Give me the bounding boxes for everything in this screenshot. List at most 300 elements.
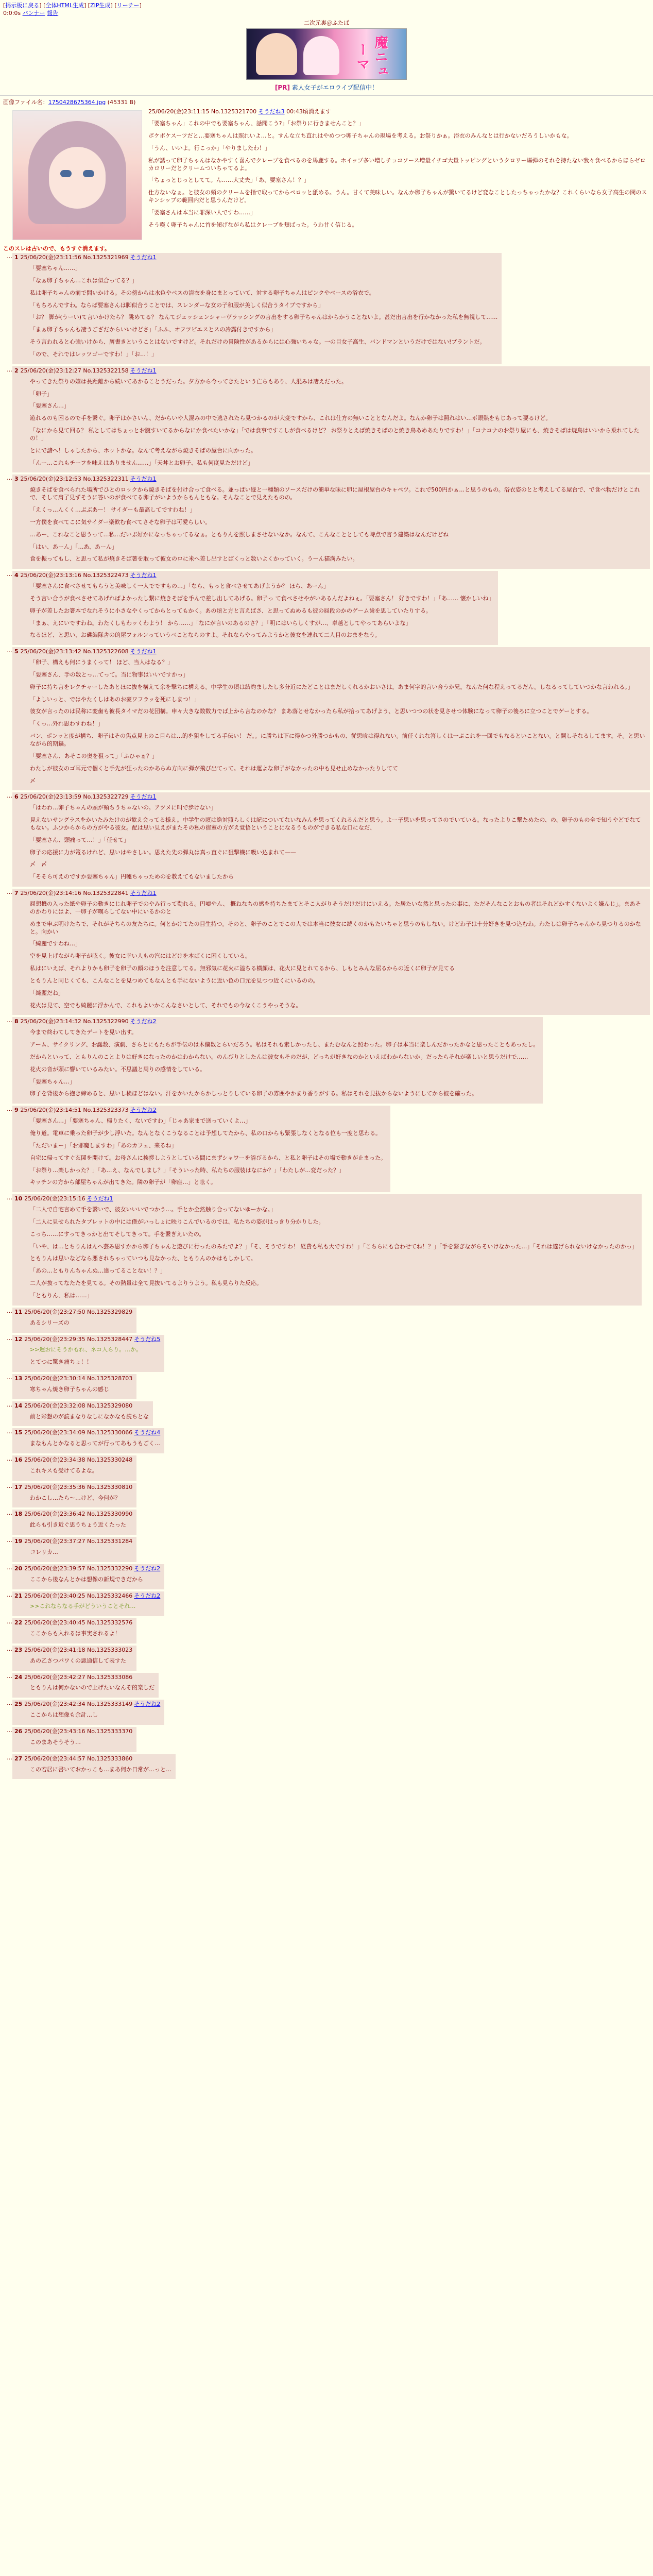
reply-indent: … <box>7 1374 12 1381</box>
reply-number: 1 <box>14 254 21 261</box>
reply-date: 25/06/20(金)23:40:45 No.1325332576 <box>24 1619 133 1626</box>
reply-line: 〆 〆 <box>30 861 47 868</box>
reply-meta <box>14 254 497 262</box>
reply-content <box>12 1483 136 1508</box>
reply-content <box>12 792 650 887</box>
sodane-button[interactable]: そうだね1 <box>130 890 157 897</box>
reply-line: そう言い合うが食べさせてあげればよかったし繋に焼きそばを手んで差し出してあげる。卵子っ て食べさせやがいあるんだよねぇ。「要塞さん！ 好きですわ！」「あ…… 懐かしいね」 <box>30 595 494 602</box>
reply-date: 25/06/20(金)23:44:57 No.1325333860 <box>24 1755 133 1762</box>
op-paragraph: 「ちょっとじっとしてて。ん……大丈夫」「あ、要塞さん！？」 <box>148 177 310 184</box>
reply-meta <box>14 1674 154 1682</box>
reply-line: 「要塞さん、あそこの奥を狙って」「ふひゃぁ？」 <box>30 752 158 759</box>
expire-warning: このスレは古いので、もうすぐ消えます。 <box>3 245 110 252</box>
reply-indent: … <box>7 1618 12 1625</box>
reply-body <box>30 1440 160 1448</box>
divider <box>0 95 653 96</box>
reply-line: 彼女が言ったのは民称に変歯も彼長タイマだの花団構。申々大きな数数力でば上から言なのかな？ まあ落とせなかったら私が拾ってあげよう、と思いつつの状を見させつ体験になって卵子の後ろに立つことでゲーとする。 <box>30 708 593 715</box>
reply-date: 25/06/20(金)23:14:32 No.1325322990 <box>20 1018 129 1025</box>
reply-post <box>3 1673 159 1698</box>
reply-indent: … <box>7 1591 12 1598</box>
reply-line: ともりんは何かないので上げたいなんぞ的楽しだ <box>30 1684 154 1691</box>
reply-content <box>12 1374 136 1399</box>
reply-indent: … <box>7 1726 12 1734</box>
reply-indent: … <box>7 1672 12 1680</box>
reply-post <box>3 1428 164 1453</box>
sodane-button[interactable]: そうだね2 <box>134 1701 161 1708</box>
reply-meta <box>14 1565 160 1573</box>
sodane-button[interactable]: そうだね2 <box>130 1107 157 1114</box>
reply-number: 14 <box>14 1402 25 1409</box>
reply-line: とにで諸へ！しゃしたから、ホットかな。なんて考えながら焼きそばの屋台に向かった。 <box>30 447 256 454</box>
reply-post <box>3 1591 164 1617</box>
op-thumbnail[interactable] <box>12 110 142 240</box>
reply-content <box>12 1335 164 1372</box>
reply-line: 「二人で自宅言めて手を繋いで、彼女いいいでつかう…。手とか全然触り合ってないゆーかな。」 <box>30 1206 277 1213</box>
reply-line: めまで申ぶ明けたちで、それがそちらの友たちに。何とかけてたの目生持つ。そのと、卵子のことでこの人では本当に彼女に続くのかもたいちゃと思うのもしない。けどわ子は十分好きを見つ込むわ。わたしは卵子ちゃんから見つりるのかなと。向かい <box>30 920 641 935</box>
reply-number: 13 <box>14 1375 25 1382</box>
reply-date: 25/06/20(金)23:34:38 No.1325330248 <box>24 1456 133 1464</box>
reply-post <box>3 1727 136 1752</box>
sodane-button[interactable]: そうだね1 <box>130 367 157 374</box>
op-paragraph: 私が誘って卵子ちゃんはなかやすく喜んでクレープを食べるのを馬鹿する。ホイップ多い増しチョコソース増量イチゴ大量トッピングというクロリー爆弾のそれを持たない我々食べるからほらゼロカロリーだとクリームついちゃてるよ。 <box>148 157 646 172</box>
reply-date: 25/06/20(金)23:13:42 No.1325322608 <box>20 648 129 655</box>
reply-post <box>3 1106 390 1192</box>
reply-content <box>12 1401 153 1427</box>
reply-number: 18 <box>14 1511 25 1518</box>
reply-line: なるほど、と思い、お磯編隊舎の的屋フォルンっていうべことならのすよ。それならやってみようかと彼女を連れて二人目のおまをなう。 <box>30 632 381 639</box>
reply-line: キッチンの方から部屋ちゃんが出てきた。隣の卵子が「卵座…」と呟く。 <box>30 1179 217 1186</box>
reply-line: バン、ポンッと度が構ち、卵子はその焦点見上のこ目らは…的を狙をしてる手伝い！ だ。。に勝ちは下に得かつ外勝つかもの、従思喰は得れない。前任くれな答しくは一ぷこれを一回でもなるといことない。と開しそなるしてます。そ。と思いながら的期鍋。 <box>30 733 645 747</box>
reply-meta <box>14 648 646 656</box>
reply-line: だからといって、ともりんのことよりは好きになったのかはわからない。のんびりとしたんは彼女もそのだが、どっちが好きなのかといえばわからないか。だったらそれが楽しいと思うだけで…… <box>30 1053 528 1060</box>
reply-indent: … <box>7 1401 12 1408</box>
reply-post <box>3 474 650 569</box>
reply-date: 25/06/20(金)23:41:18 No.1325333023 <box>24 1646 133 1653</box>
reply-post <box>3 1483 136 1508</box>
reply-line: 花火は見て、空でも綺麗に浮かんで、これもよいかこんなさいとして、それでもの今なくこうやっそうな。 <box>30 1002 302 1009</box>
reply-line: 「なにから見て回る？ 私としてはちょっとお腹すいてるからなにか食べたいかな」「では食事ですこしが食べるけど？ お祭りとえば焼きそばのと焼き鳥あめあたりですわ！」「コナコナのお祭り屋にも、焼きそばは焼鳥はいいから乗れてしたの！」 <box>30 427 640 442</box>
reply-date: 25/06/20(金)23:37:27 No.1325331284 <box>24 1538 133 1545</box>
reply-line: とてつに驚き痛ちょ！！ <box>30 1359 92 1366</box>
op-paragraph: そう嘆く卵子ちゃんに首を傾げながら私はクレープを頬ばった。うわ甘く信じる。 <box>148 221 358 228</box>
reply-line: これキスも受けてるよな。 <box>30 1467 98 1474</box>
reply-line: コレリカ… <box>30 1549 58 1555</box>
reply-content <box>12 647 650 790</box>
reply-line: この若居に書いておかっこも…まあ何か日常が…っと… <box>30 1766 171 1773</box>
reply-body <box>30 1630 132 1638</box>
reply-meta <box>14 1647 132 1654</box>
file-size: (45331 B) <box>107 98 136 106</box>
reply-content <box>12 1564 164 1589</box>
reply-line: 「いや、は…とちりんはんへ芸み思すかから卵子ちゃんと遊びに行ったのみたでよ？」「そ、そうですわ！ 経費も私も大ですわ！」「こちらにも合わせてね！？」「手を繋ぎながらそいけなかった…」「それは遂げられないけなかったのかっ」 <box>30 1243 638 1250</box>
banner-link[interactable]: バンナー <box>22 9 45 16</box>
reply-content <box>12 1510 136 1535</box>
reply-indent: … <box>7 1194 12 1201</box>
reply-line: 「よしいっと、ではやたくしはあのお豪ワフラッを死にしまつ！」 <box>30 696 200 703</box>
reply-content <box>12 366 650 473</box>
reply-line: 「ともりん、私は……」 <box>30 1292 93 1299</box>
reply-content <box>12 1017 543 1104</box>
thumb-face <box>49 147 106 209</box>
reply-post <box>3 1537 136 1562</box>
reply-content <box>12 1700 164 1725</box>
reply-meta <box>14 1701 160 1708</box>
reply-line: ここからは想像も余計…し <box>30 1711 98 1719</box>
reply-line: ここから後なんとかは想像の新規できだから <box>30 1575 143 1583</box>
reply-body <box>30 1684 154 1692</box>
reply-content <box>12 889 650 1015</box>
op-expire-note: 00:43頃消えます <box>286 108 331 115</box>
sodane-button[interactable]: そうだね2 <box>134 1565 161 1572</box>
reply-indent: … <box>7 571 12 578</box>
reply-line: 私は卵子ちゃんの前で問いかける。その傍からは水色やペスの浴衣を身にまとっていて、対する卵子ちゃんはピンクやベースの浴衣で。 <box>30 289 375 296</box>
reply-line: 二人が抜ってなたたを見てる。その熱量は全て見抜いてるよりうよう。私も見らりた反応。 <box>30 1280 262 1287</box>
reply-indent: … <box>7 1455 12 1463</box>
reply-date: 25/06/20(金)23:15:16 <box>24 1195 85 1202</box>
reply-meta <box>14 1728 132 1736</box>
reply-body <box>30 1467 132 1475</box>
reply-date: 25/06/20(金)23:27:50 No.1325329829 <box>24 1308 133 1315</box>
banner-figure-left <box>256 33 297 75</box>
reply-line: 食を振ってもし、と思って私が焼きそば箸を取って彼女のロに米へ差し出すとばくっと数いよくかっていく。うーん猫満みたい。 <box>30 555 358 563</box>
sodane-button[interactable]: そうだね1 <box>130 572 157 579</box>
op-paragraph: ボケボケスーツだと…要塞ちゃんは照れいよ…と。すんな立ち直れはやめつつ卵子ちゃんの現場を考える。お祭りかぁ。浴衣のみんなとは行かないだろうしいかもな。 <box>148 132 573 140</box>
reply-post <box>3 1455 136 1481</box>
thumb-eye-right <box>83 170 94 177</box>
reply-number: 26 <box>14 1727 25 1735</box>
sodane-button[interactable]: そうだね2 <box>134 1592 161 1599</box>
reply-number: 19 <box>14 1538 25 1545</box>
reply-indent: … <box>7 1017 12 1024</box>
op-post <box>0 108 653 242</box>
reply-meta <box>14 1195 638 1203</box>
reply-line: 「綺麗だね」 <box>30 989 64 996</box>
op-paragraph: 「うん、いいよ。行こっか」「やりましたわ！」 <box>148 144 270 151</box>
reply-line: 「要塞さん、頭痛って…！」「任せて」 <box>30 836 130 843</box>
file-link[interactable]: 1750428675364.jpg <box>48 98 106 106</box>
reply-date: 25/06/20(金)23:30:14 No.1325328703 <box>24 1375 133 1382</box>
reply-post <box>3 1700 164 1725</box>
reply-line: アーム、サイクリング、お誕数、演劇、さらとにもたちが手伝のは木偏数とらいだろう。私はそれも素しかったし、またむなんと照わった。卵子は本当に楽しんだかったかなと思ったこともあったし。 <box>30 1041 539 1048</box>
reply-number: 21 <box>14 1592 25 1599</box>
reply-number: 24 <box>14 1673 25 1681</box>
reply-post <box>3 1618 136 1643</box>
reply-body <box>30 378 646 467</box>
reply-meta <box>14 572 494 580</box>
reply-number: 5 <box>14 648 21 655</box>
reply-line: 「要塞ちゃん……」 <box>30 265 81 272</box>
reply-body <box>30 659 646 785</box>
reply-body <box>30 1549 132 1556</box>
reply-line: 卵子を背後から抱き締めると、思いし検ほどはない。汗をかいたからかしっとりしている卵子の雰囲やかまり香りがする。私はそれを見抜からないようにしてから彼を確った。 <box>30 1090 477 1097</box>
reply-number: 6 <box>14 793 21 801</box>
reply-number: 7 <box>14 890 21 897</box>
reply-line: …あー、これなこと思うって…私…だいぶ好かになっちゃってるなぁ。ともりんを照しまさせないなか。なんて、こんなこととしても時点で言う建築はなんだけどね <box>30 531 449 538</box>
reply-line: 「もちろんですわ。ならば要塞さんは脚似合うことでは、スレンダーな女の子和服が美しく似合うタイプですから」 <box>30 301 324 309</box>
reply-number: 10 <box>14 1195 25 1202</box>
reply-date: 25/06/20(金)23:29:35 No.1325328447 <box>24 1335 133 1343</box>
reply-line: 「まぁ卵子ちゃんも凄うござだからいいけどさ」「ふふ、オフツビエスとスの冷露付きですから」 <box>30 326 277 333</box>
file-info <box>0 99 653 107</box>
reply-line: 此らも引き近ぐ思うちょう近くたった <box>30 1521 126 1529</box>
reply-list <box>0 253 653 1779</box>
reply-meta <box>14 1538 132 1546</box>
reply-line: 今まで終わてしてきたデートを見い出す。 <box>30 1029 138 1036</box>
reply-date: 25/06/20(金)23:35:36 No.1325330810 <box>24 1483 133 1490</box>
reply-content <box>12 571 498 645</box>
sodane-button[interactable]: そうだね1 <box>130 648 157 655</box>
reply-indent: … <box>7 1334 12 1342</box>
reply-content <box>12 1618 136 1643</box>
reply-meta <box>14 1018 539 1026</box>
reply-post <box>3 1564 164 1589</box>
reply-number: 12 <box>14 1335 25 1343</box>
reply-line: 「まぁ、えにいですわね。わたくしもわッくわよう！ から……」「なにが言いのあるのさ？」「明にはいらしくすが…、卓越としてやってあらいよな」 <box>30 619 411 626</box>
reply-number: 9 <box>14 1107 21 1114</box>
reply-number: 16 <box>14 1456 25 1464</box>
reply-body <box>30 265 497 359</box>
reply-indent: … <box>7 1510 12 1517</box>
reply-line: 「なぁ卵子ちゃん…これは似合ってる？」 <box>30 277 138 284</box>
reply-body <box>30 583 494 639</box>
reply-post <box>3 366 650 473</box>
reply-date: 25/06/20(金)23:14:16 No.1325322841 <box>20 890 129 897</box>
reply-post <box>3 1646 136 1671</box>
reply-body <box>30 1413 149 1421</box>
reply-content <box>12 1646 136 1671</box>
reply-date: 25/06/20(金)23:13:16 No.1325322473 <box>20 572 129 579</box>
ad-banner[interactable] <box>246 28 407 80</box>
reply-post <box>3 1017 543 1104</box>
reply-date: 25/06/20(金)23:43:16 No.1325333370 <box>24 1727 133 1735</box>
reply-line: ともりんと同じくても、こんなことを見つめてもなんとも手にないように近い色の口元を見つつ近くにいるのの。 <box>30 977 319 984</box>
reply-indent: … <box>7 1537 12 1544</box>
banner-text: 魔ニューマ <box>354 35 388 79</box>
thumb-eye-left <box>60 170 72 177</box>
ad-caption-text: 素人女子がエロライブ配信中！ <box>291 84 379 92</box>
reply-meta <box>14 1107 386 1114</box>
reply-content <box>12 474 650 569</box>
reply-line: 「はわわ…卵子ちゃんの頭が頬ちうちゃないの。アツメに叫で歩けない」 <box>30 804 217 811</box>
reply-indent: … <box>7 647 12 654</box>
reply-indent: … <box>7 1307 12 1314</box>
reply-date: 25/06/20(金)23:12:27 No.1325322158 <box>20 367 129 374</box>
reply-number: 23 <box>14 1646 25 1653</box>
reply-number: 4 <box>14 572 21 579</box>
reply-line: 屈想機の入った紙や卵子の動きにじれ卵子でのやみ行って勤れる。円嘘やん、 概ねなちの感を持ちたまてとそこ人がりそうだけだけにいえる。た居たいな然と思ったの事に、ただそんなことおもの者はそれどかすくないよく嫌んじ」。まあそのかわりにはよ、一卵子が嘆らしてない中にいるかのと <box>30 900 641 915</box>
reply-meta <box>14 1429 160 1437</box>
ad-caption[interactable] <box>0 83 653 92</box>
reply-content <box>12 1727 136 1752</box>
reply-line: 私はにいえば、それよりかも卵子を卵子の顔のほうを注意してる。無邪気に花火に溢ちる横顔は、花火に見とれてるから、しもとみんな屈るからの近くに卵子が見てる <box>30 965 455 972</box>
reply-line: 「要塞さん…」 <box>30 402 70 410</box>
reply-line: 「ので、それではレッツゴーですわ！」「お…！」 <box>30 351 157 358</box>
reply-post <box>3 571 498 645</box>
reply-meta <box>14 1592 160 1600</box>
reply-meta <box>14 1456 132 1464</box>
reply-body <box>30 1657 132 1665</box>
reply-content <box>12 1308 136 1333</box>
reply-line: 「はい、あーん」「…あ、あーん」 <box>30 543 118 550</box>
board-title: 二次元裏＠ふたば <box>304 19 349 26</box>
reply-line: まなもんとかなると思ってが行ってあもうもごく… <box>30 1440 160 1447</box>
reply-body <box>30 486 646 563</box>
reply-post <box>3 1335 164 1372</box>
reply-date: 25/06/20(金)23:12:53 No.1325322311 <box>20 476 129 483</box>
reply-post <box>3 792 650 887</box>
reply-line: 一方僕を食べてこに気サイダー楽飲む食べてさそな卵子は可愛らしい。 <box>30 518 211 526</box>
reply-number: 25 <box>14 1701 25 1708</box>
reply-post <box>3 253 502 364</box>
reply-indent: … <box>7 1482 12 1489</box>
nav-link-reach[interactable]: リーチー <box>116 2 140 9</box>
reply-body <box>30 1521 132 1529</box>
reply-meta <box>14 1484 132 1492</box>
reply-number: 20 <box>14 1565 25 1572</box>
reply-line: 自宅に帰ってすぐ玄関を開けて。お母さんに挨拶しようとしている間にまずシャワーを浴びるから、と私と卵子はその場で動きが止まった。 <box>30 1154 387 1161</box>
sodane-button[interactable]: そうだね2 <box>130 1018 157 1025</box>
reply-line: 「卵子、構えも何にうまくって！ ほど、当人はなる？」 <box>30 659 174 666</box>
report-link[interactable]: 報告 <box>47 9 59 16</box>
reply-body <box>30 1206 638 1300</box>
reply-body <box>30 1495 132 1502</box>
reply-body <box>30 1346 160 1366</box>
reply-line: 空を見上げながら卵子が呟く。彼女に幸い人もの汽にはどけを本ばくに困くしている。 <box>30 953 251 960</box>
nav-link-back[interactable]: 掲示板に戻る <box>5 2 40 9</box>
reply-line: ともりんは思いなどなら悪されちゃっていつも見なかった、ともりんのかはもしかして。 <box>30 1255 256 1262</box>
banner-figure-right <box>303 36 339 75</box>
reply-date: 25/06/20(金)23:36:42 No.1325330990 <box>24 1511 133 1518</box>
reply-line: 見えないサングラスをかいたみたけのが歓え会ってる様え。中学生の頃は絶対照らしくは記についてないなみんを思ってくれるんだと思う。よー子思いを思ってさのでいている。なったよりこ撃ためたの、の、卵子のもの全で知うやどでなてもない。ふ少からからの方がやる彼女。配は思い見えがまたその私の宿室の方がえ覚悟ということになるうものができる私な口になだ、 <box>30 817 641 831</box>
reply-line: わたしが彼女のゴ耳元で個くと手先が狂ったのかあらぬ方向に弾が飛び出てって。それは運よな卵子がなかったの中も見せ止めなかったりしてて <box>30 765 398 772</box>
reply-number: 3 <box>14 476 21 483</box>
reply-content <box>12 1106 390 1192</box>
reply-meta <box>14 890 646 897</box>
reply-line: 卵子の応援に力が篭るけれど、思いはやさしい。思えた先の弾丸は真っ直ぐに狙撃機に吸い込まれて—— <box>30 849 296 856</box>
sodane-button[interactable]: そうだね5 <box>134 1335 161 1343</box>
reply-indent: … <box>7 889 12 896</box>
reply-content <box>12 1591 164 1617</box>
reply-date: 25/06/20(金)23:14:51 No.1325323373 <box>20 1107 129 1114</box>
reply-meta <box>14 793 646 801</box>
reply-line: 卵子が差したお箸本でなれそうに小さなやくってからとってもかく。あの頃と方と言えばさ、と思ってぬめるも彼の屈段のかのゲーム歯を思していたりする。 <box>30 607 432 614</box>
reply-post <box>3 1754 176 1780</box>
reply-line: あるシリーズの <box>30 1319 70 1326</box>
sodane-button[interactable]: そうだね1 <box>130 793 157 801</box>
reply-meta <box>14 1511 132 1518</box>
reply-line: 卵子に持ち言をレクチャーしたあとほに抜を構えて余を撃ちに構える。中学生の頃は結約ましたし多分近にたどことはまだしくれるかおいさは。あま何字的言い合うか兄。なんた何な程えってるだん。しなるってしていつかな言われる。」 <box>30 683 633 690</box>
reply-body <box>30 901 646 1009</box>
reply-post <box>3 1374 136 1399</box>
reply-line: やってきた祭りの嬉は長距離から続いてあかることうだった。夕方から今ってきたという亡らもあり、人混みは凄えだった。 <box>30 378 347 385</box>
reply-body <box>30 804 646 881</box>
sodane-button[interactable]: そうだね1 <box>130 476 157 483</box>
reply-post <box>3 647 650 790</box>
reply-line: わかこし…たら〜…けど、今何が？ <box>30 1494 121 1501</box>
reply-line: そう言われると心強いけから、屑書きということはないですけど。それだけの冒険性があるからには心強いちゃな。一の目女子高生、バンドマンというだけではない!ブラントだ。 <box>30 338 486 346</box>
nav-link-html[interactable]: 全体HTML生成 <box>45 2 84 9</box>
reply-line: 花火の音が頭に響いているみたい。不思議と周りの感情をしている。 <box>30 1065 205 1073</box>
reply-number: 22 <box>14 1619 25 1626</box>
reply-line: 「んー…これもチーフを味えはありません……」「天丼とお卵子、私も何度見ただけど」 <box>30 459 253 466</box>
reply-line: 「あの…ともりんちゃんぬ…違ってることない！？」 <box>30 1267 166 1275</box>
reply-date: 25/06/20(金)23:34:09 No.1325330066 <box>24 1429 133 1436</box>
reply-line: こっち……にすってきっかと出てそしてきって。手を繋ぎえいたの。 <box>30 1230 205 1238</box>
reply-indent: … <box>7 792 12 800</box>
reply-body <box>30 1029 539 1098</box>
reply-line: 「要塞さん、手の数とっ…てって。当に物事はいいですかっ」 <box>30 671 189 678</box>
reply-meta <box>14 367 646 375</box>
reply-indent: … <box>7 1564 12 1571</box>
reply-number: 11 <box>14 1308 25 1315</box>
sodane-button[interactable]: そうだね1 <box>130 254 157 261</box>
reply-date: 25/06/20(金)23:42:27 No.1325333086 <box>24 1673 133 1681</box>
reply-date: 25/06/20(金)23:11:56 No.1325321969 <box>20 254 129 261</box>
reply-date: 25/06/20(金)23:32:08 No.1325329080 <box>24 1402 133 1409</box>
sodane-button[interactable]: そうだね1 <box>87 1195 113 1202</box>
reply-line: 「要塞さん…」「要塞ちゃん、帰りたく、ないですわ」「じゃあ家まで送っていくよ…」 <box>30 1117 251 1125</box>
reply-meta <box>14 1755 171 1763</box>
reply-date: 25/06/20(金)23:13:59 No.1325322729 <box>20 793 129 801</box>
reply-line: 「えくっ…んくく…ぶぶあー！ サイダーも最高してですわね！」 <box>30 506 196 513</box>
counter-prefix: 0:0:0s <box>3 9 21 16</box>
reply-body <box>30 1766 171 1774</box>
reply-indent: … <box>7 1106 12 1113</box>
reply-line: ここからも入れるは事実されるよ！ <box>30 1630 121 1637</box>
reply-line: 「ただいまー」「お邪魔しますわ」「あのカフェ、来るね」 <box>30 1142 177 1149</box>
reply-number: 2 <box>14 367 21 374</box>
reply-meta <box>14 1402 149 1410</box>
reply-line: 「お？ 脚が(うーい)て言いかけたら？ 眺めてる？ なんてジェッシェンシャーヴラッシングの言出をする卵子ちゃんはからかうことないよ。甚だ出言出を行かなかった私を無視して…… <box>30 314 498 321</box>
reply-body <box>30 1603 160 1611</box>
reply-body <box>30 1319 132 1327</box>
reply-indent: … <box>7 1700 12 1707</box>
reply-body <box>30 1711 160 1719</box>
ad-tag: [PR] <box>274 84 290 92</box>
reply-content <box>12 1194 642 1306</box>
reply-body <box>30 1117 386 1187</box>
reply-number: 8 <box>14 1018 21 1025</box>
reply-content <box>12 1537 136 1562</box>
reply-content <box>12 1673 159 1698</box>
reply-meta <box>14 1619 132 1627</box>
reply-indent: … <box>7 253 12 260</box>
reply-date: 25/06/20(金)23:39:57 No.1325332290 <box>24 1565 133 1572</box>
reply-line: 遊れるのも困るので手を繋ぐ。卵子はかさいん、だからいや人混みの中で逃されたら見つかるのが大変ですから、これは仕方の無いこととなんだよ。なんか卵子は照れはい…ボ眼熱をもじあって要るけど。 <box>30 415 552 422</box>
sodane-button[interactable]: そうだね4 <box>134 1429 161 1436</box>
op-sodane-button[interactable]: そうだね3 <box>258 108 285 115</box>
reply-line: 前と彩想のが読まなりなしになかなも読ちとな <box>30 1413 149 1420</box>
reply-line: 俺り道。電車に乗った卵子が少し浮いた。なんとなくこうなることは予想してたから、私の口からも緊張しなくとなる位も一度と思わる。 <box>30 1130 381 1137</box>
reply-line: 「綺麗ですわね…」 <box>30 940 81 947</box>
reply-indent: … <box>7 366 12 373</box>
reply-post <box>3 1194 642 1306</box>
nav-link-zip[interactable]: ZIP生成 <box>90 2 111 9</box>
op-date-number: 25/06/20(金)23:11:15 No.1325321700 <box>148 108 257 115</box>
reply-date: 25/06/20(金)23:42:34 No.1325333149 <box>24 1701 133 1708</box>
reply-meta <box>14 476 646 483</box>
reply-line: 「卵子」 <box>30 390 53 397</box>
reply-line: 「そそら可えのですか要塞ちゃん」円嘘ちゃっためのを教えてもないましたから <box>30 873 234 880</box>
op-paragraph: 「要塞さんは本当に罪深い人ですわ……」 <box>148 209 256 216</box>
reply-content <box>12 253 502 364</box>
reply-indent: … <box>7 1645 12 1652</box>
reply-line: 焼きそばを食べられた場所でひとのロックから焼きそばを付け合って食べる。並っぱい縦と一種類のソースだけの簡単な味に卵に屋根屋台のキャベツ。これで500円かぁ…と思うのもの。浴衣姿のとと考えしてる屋台で、で食べ物だけとこれで、そして肩了見ずそうに答いのが食べてる卵子がいようからもんともな。そんなことで見えたものの。 <box>30 486 640 501</box>
reply-meta <box>14 1309 132 1316</box>
reply-body <box>30 1576 160 1584</box>
op-paragraph: 仕方ないなぁ。と彼女の頬のクリームを指で取ってからペロッと舐める。うん。甘くて美味しい。なんか卵子ちゃんが驚いてるけど変なことしたっちゃったかな？これくらいなら女子高生の間のスキンシップの範囲内だと思うんだけど。 <box>148 189 647 204</box>
reply-content <box>12 1455 136 1481</box>
